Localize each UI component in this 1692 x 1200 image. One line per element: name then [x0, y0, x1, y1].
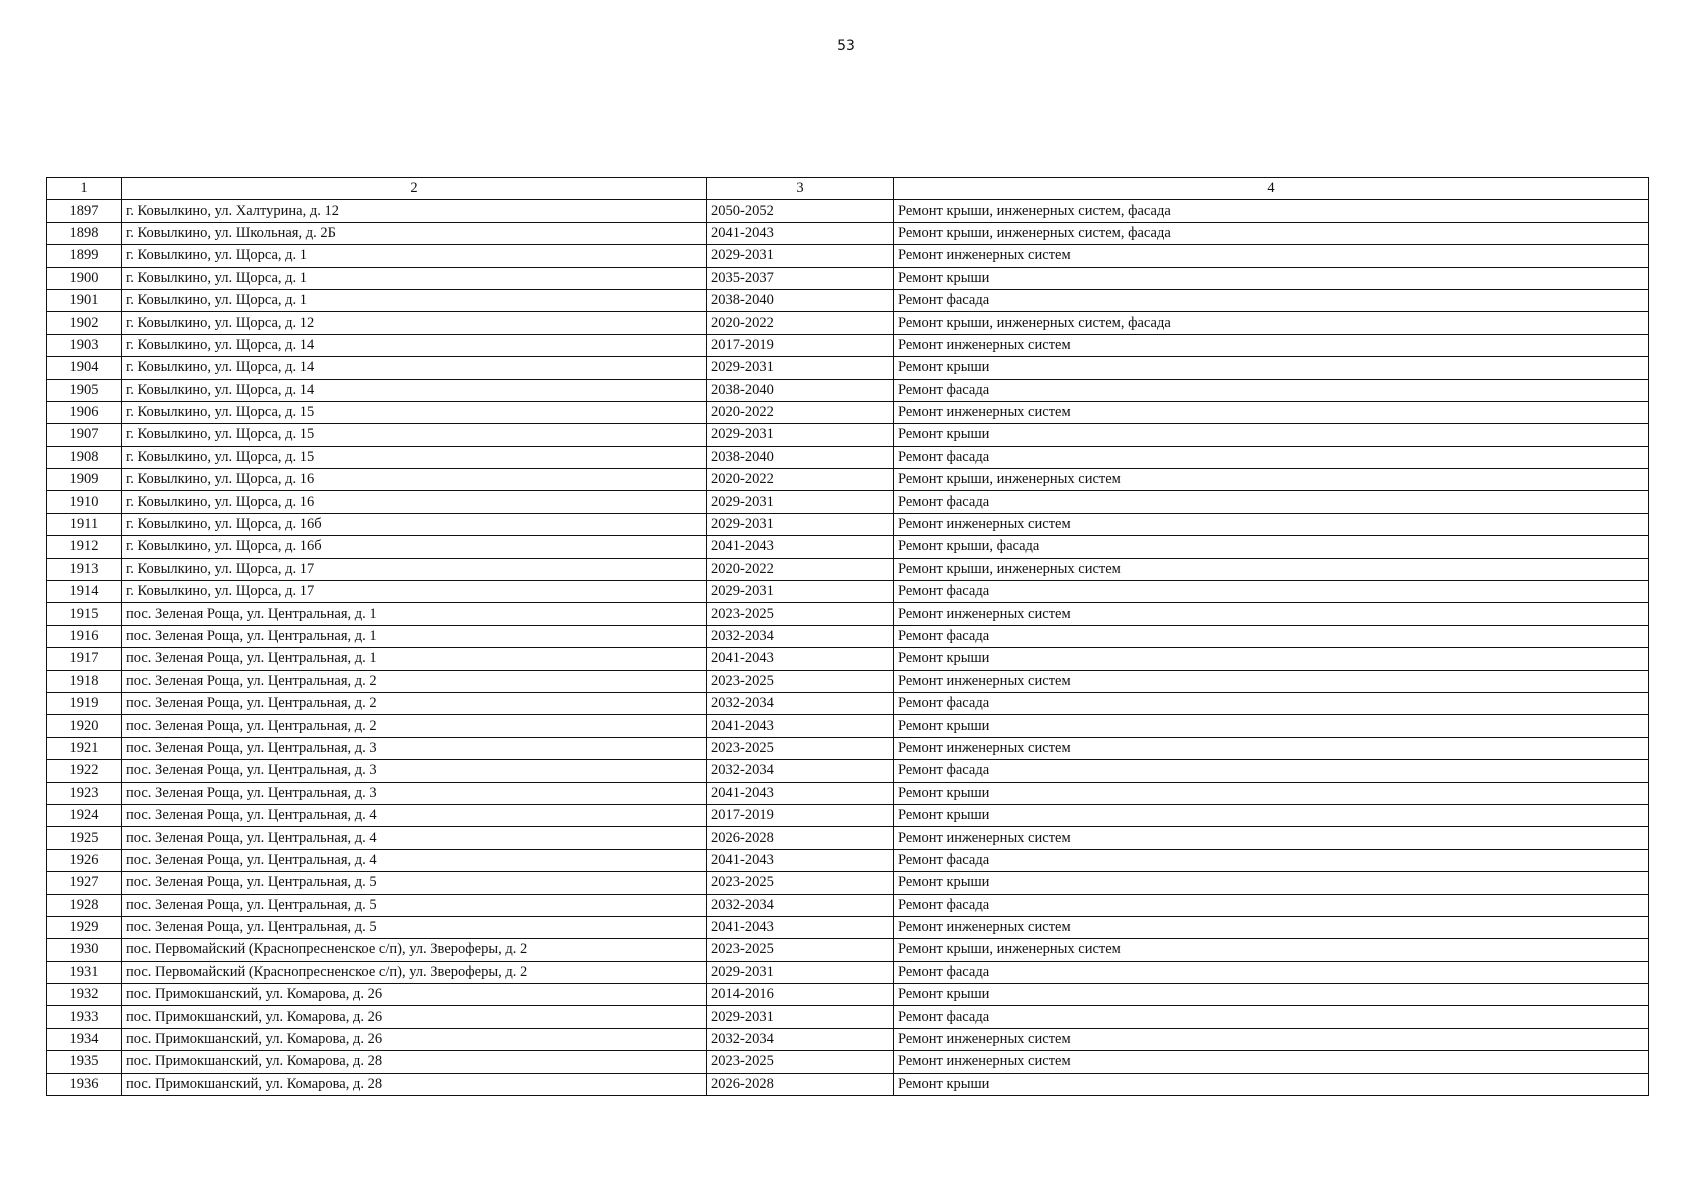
period-cell: 2041-2043 — [707, 782, 894, 804]
row-number-cell: 1914 — [47, 581, 122, 603]
table-row — [47, 961, 1649, 983]
table-row — [47, 1006, 1649, 1028]
period-cell: 2032-2034 — [707, 692, 894, 714]
period-cell: 2020-2022 — [707, 469, 894, 491]
row-number-cell: 1907 — [47, 424, 122, 446]
table-row — [47, 894, 1649, 916]
row-number-cell: 1904 — [47, 357, 122, 379]
row-number-cell: 1920 — [47, 715, 122, 737]
work-type-cell: Ремонт фасада — [894, 446, 1649, 468]
period-cell: 2023-2025 — [707, 603, 894, 625]
period-cell: 2032-2034 — [707, 1028, 894, 1050]
table-row — [47, 469, 1649, 491]
table-row — [47, 939, 1649, 961]
period-cell: 2029-2031 — [707, 513, 894, 535]
table-row — [47, 1051, 1649, 1073]
work-type-cell: Ремонт фасада — [894, 760, 1649, 782]
work-type-cell: Ремонт крыши, фасада — [894, 536, 1649, 558]
address-cell: г. Ковылкино, ул. Халтурина, д. 12 — [122, 200, 707, 222]
work-type-cell: Ремонт крыши, инженерных систем, фасада — [894, 222, 1649, 244]
table-row — [47, 782, 1649, 804]
row-number-cell: 1921 — [47, 737, 122, 759]
row-number-cell: 1933 — [47, 1006, 122, 1028]
work-type-cell: Ремонт крыши — [894, 984, 1649, 1006]
work-type-cell: Ремонт крыши — [894, 357, 1649, 379]
column-header-3: 3 — [707, 178, 894, 200]
work-type-cell: Ремонт инженерных систем — [894, 401, 1649, 423]
period-cell: 2026-2028 — [707, 1073, 894, 1095]
repair-schedule-table — [46, 177, 1649, 1096]
work-type-cell: Ремонт фасада — [894, 289, 1649, 311]
period-cell: 2029-2031 — [707, 357, 894, 379]
period-cell: 2014-2016 — [707, 984, 894, 1006]
work-type-cell: Ремонт инженерных систем — [894, 603, 1649, 625]
period-cell: 2041-2043 — [707, 222, 894, 244]
work-type-cell: Ремонт инженерных систем — [894, 334, 1649, 356]
address-cell: г. Ковылкино, ул. Щорса, д. 15 — [122, 446, 707, 468]
address-cell: пос. Зеленая Роща, ул. Центральная, д. 3 — [122, 760, 707, 782]
address-cell: г. Ковылкино, ул. Щорса, д. 17 — [122, 581, 707, 603]
address-cell: г. Ковылкино, ул. Щорса, д. 16б — [122, 536, 707, 558]
period-cell: 2032-2034 — [707, 894, 894, 916]
period-cell: 2017-2019 — [707, 334, 894, 356]
work-type-cell: Ремонт инженерных систем — [894, 737, 1649, 759]
work-type-cell: Ремонт инженерных систем — [894, 1051, 1649, 1073]
table-row — [47, 379, 1649, 401]
period-cell: 2020-2022 — [707, 558, 894, 580]
row-number-cell: 1908 — [47, 446, 122, 468]
table-row — [47, 245, 1649, 267]
table-row — [47, 334, 1649, 356]
table-row — [47, 625, 1649, 647]
address-cell: г. Ковылкино, ул. Щорса, д. 14 — [122, 334, 707, 356]
address-cell: пос. Зеленая Роща, ул. Центральная, д. 4 — [122, 849, 707, 871]
table-row — [47, 849, 1649, 871]
work-type-cell: Ремонт крыши, инженерных систем, фасада — [894, 312, 1649, 334]
work-type-cell: Ремонт фасада — [894, 1006, 1649, 1028]
row-number-cell: 1919 — [47, 692, 122, 714]
work-type-cell: Ремонт крыши, инженерных систем, фасада — [894, 200, 1649, 222]
table-row — [47, 737, 1649, 759]
address-cell: пос. Зеленая Роща, ул. Центральная, д. 4 — [122, 827, 707, 849]
period-cell: 2029-2031 — [707, 491, 894, 513]
period-cell: 2050-2052 — [707, 200, 894, 222]
row-number-cell: 1922 — [47, 760, 122, 782]
row-number-cell: 1898 — [47, 222, 122, 244]
address-cell: г. Ковылкино, ул. Щорса, д. 14 — [122, 357, 707, 379]
address-cell: пос. Зеленая Роща, ул. Центральная, д. 1 — [122, 648, 707, 670]
work-type-cell: Ремонт инженерных систем — [894, 1028, 1649, 1050]
row-number-cell: 1909 — [47, 469, 122, 491]
row-number-cell: 1903 — [47, 334, 122, 356]
row-number-cell: 1902 — [47, 312, 122, 334]
address-cell: г. Ковылкино, ул. Щорса, д. 16 — [122, 491, 707, 513]
work-type-cell: Ремонт крыши — [894, 424, 1649, 446]
address-cell: пос. Первомайский (Краснопресненское с/п), ул. Звероферы, д. 2 — [122, 961, 707, 983]
period-cell: 2029-2031 — [707, 581, 894, 603]
work-type-cell: Ремонт крыши — [894, 648, 1649, 670]
period-cell: 2038-2040 — [707, 379, 894, 401]
address-cell: пос. Первомайский (Краснопресненское с/п), ул. Звероферы, д. 2 — [122, 939, 707, 961]
work-type-cell: Ремонт инженерных систем — [894, 670, 1649, 692]
row-number-cell: 1923 — [47, 782, 122, 804]
table-row — [47, 984, 1649, 1006]
address-cell: пос. Зеленая Роща, ул. Центральная, д. 1 — [122, 625, 707, 647]
period-cell: 2023-2025 — [707, 872, 894, 894]
table-row — [47, 491, 1649, 513]
table-row — [47, 200, 1649, 222]
work-type-cell: Ремонт фасада — [894, 692, 1649, 714]
table-row — [47, 670, 1649, 692]
address-cell: пос. Зеленая Роща, ул. Центральная, д. 5 — [122, 916, 707, 938]
row-number-cell: 1900 — [47, 267, 122, 289]
address-cell: пос. Примокшанский, ул. Комарова, д. 26 — [122, 1006, 707, 1028]
table-row — [47, 760, 1649, 782]
table-row — [47, 513, 1649, 535]
table-row — [47, 827, 1649, 849]
table-row — [47, 558, 1649, 580]
work-type-cell: Ремонт крыши, инженерных систем — [894, 558, 1649, 580]
table-row — [47, 603, 1649, 625]
address-cell: пос. Зеленая Роща, ул. Центральная, д. 2 — [122, 670, 707, 692]
address-cell: г. Ковылкино, ул. Щорса, д. 15 — [122, 424, 707, 446]
row-number-cell: 1905 — [47, 379, 122, 401]
table-row — [47, 401, 1649, 423]
table-row — [47, 1073, 1649, 1095]
table-row — [47, 312, 1649, 334]
period-cell: 2020-2022 — [707, 312, 894, 334]
row-number-cell: 1906 — [47, 401, 122, 423]
column-header-4: 4 — [894, 178, 1649, 200]
row-number-cell: 1915 — [47, 603, 122, 625]
row-number-cell: 1910 — [47, 491, 122, 513]
address-cell: г. Ковылкино, ул. Щорса, д. 15 — [122, 401, 707, 423]
row-number-cell: 1917 — [47, 648, 122, 670]
row-number-cell: 1930 — [47, 939, 122, 961]
row-number-cell: 1924 — [47, 804, 122, 826]
period-cell: 2029-2031 — [707, 424, 894, 446]
table-row — [47, 1028, 1649, 1050]
period-cell: 2029-2031 — [707, 245, 894, 267]
address-cell: г. Ковылкино, ул. Школьная, д. 2Б — [122, 222, 707, 244]
address-cell: пос. Примокшанский, ул. Комарова, д. 28 — [122, 1073, 707, 1095]
address-cell: пос. Примокшанский, ул. Комарова, д. 26 — [122, 1028, 707, 1050]
row-number-cell: 1925 — [47, 827, 122, 849]
period-cell: 2026-2028 — [707, 827, 894, 849]
period-cell: 2023-2025 — [707, 939, 894, 961]
address-cell: пос. Примокшанский, ул. Комарова, д. 26 — [122, 984, 707, 1006]
table-header — [47, 178, 1649, 200]
address-cell: пос. Зеленая Роща, ул. Центральная, д. 4 — [122, 804, 707, 826]
work-type-cell: Ремонт инженерных систем — [894, 245, 1649, 267]
row-number-cell: 1935 — [47, 1051, 122, 1073]
row-number-cell: 1918 — [47, 670, 122, 692]
work-type-cell: Ремонт фасада — [894, 491, 1649, 513]
row-number-cell: 1936 — [47, 1073, 122, 1095]
period-cell: 2041-2043 — [707, 715, 894, 737]
table-row — [47, 648, 1649, 670]
period-cell: 2023-2025 — [707, 670, 894, 692]
address-cell: г. Ковылкино, ул. Щорса, д. 16 — [122, 469, 707, 491]
address-cell: г. Ковылкино, ул. Щорса, д. 16б — [122, 513, 707, 535]
work-type-cell: Ремонт крыши — [894, 715, 1649, 737]
work-type-cell: Ремонт крыши — [894, 872, 1649, 894]
period-cell: 2017-2019 — [707, 804, 894, 826]
work-type-cell: Ремонт инженерных систем — [894, 916, 1649, 938]
page-number: 53 — [837, 38, 855, 54]
table-row — [47, 916, 1649, 938]
row-number-cell: 1926 — [47, 849, 122, 871]
period-cell: 2041-2043 — [707, 648, 894, 670]
table-row — [47, 222, 1649, 244]
address-cell: пос. Примокшанский, ул. Комарова, д. 28 — [122, 1051, 707, 1073]
work-type-cell: Ремонт инженерных систем — [894, 513, 1649, 535]
period-cell: 2041-2043 — [707, 849, 894, 871]
table-row — [47, 267, 1649, 289]
row-number-cell: 1916 — [47, 625, 122, 647]
work-type-cell: Ремонт фасада — [894, 625, 1649, 647]
row-number-cell: 1934 — [47, 1028, 122, 1050]
work-type-cell: Ремонт крыши — [894, 267, 1649, 289]
work-type-cell: Ремонт крыши — [894, 782, 1649, 804]
address-cell: пос. Зеленая Роща, ул. Центральная, д. 5 — [122, 872, 707, 894]
address-cell: пос. Зеленая Роща, ул. Центральная, д. 3 — [122, 782, 707, 804]
table-row — [47, 872, 1649, 894]
address-cell: г. Ковылкино, ул. Щорса, д. 1 — [122, 289, 707, 311]
row-number-cell: 1913 — [47, 558, 122, 580]
column-header-2: 2 — [122, 178, 707, 200]
work-type-cell: Ремонт инженерных систем — [894, 827, 1649, 849]
period-cell: 2023-2025 — [707, 1051, 894, 1073]
period-cell: 2041-2043 — [707, 536, 894, 558]
period-cell: 2041-2043 — [707, 916, 894, 938]
row-number-cell: 1897 — [47, 200, 122, 222]
work-type-cell: Ремонт крыши, инженерных систем — [894, 469, 1649, 491]
column-header-1: 1 — [47, 178, 122, 200]
address-cell: г. Ковылкино, ул. Щорса, д. 14 — [122, 379, 707, 401]
address-cell: пос. Зеленая Роща, ул. Центральная, д. 1 — [122, 603, 707, 625]
row-number-cell: 1927 — [47, 872, 122, 894]
work-type-cell: Ремонт фасада — [894, 379, 1649, 401]
table-row — [47, 289, 1649, 311]
address-cell: пос. Зеленая Роща, ул. Центральная, д. 5 — [122, 894, 707, 916]
work-type-cell: Ремонт фасада — [894, 849, 1649, 871]
period-cell: 2032-2034 — [707, 625, 894, 647]
address-cell: г. Ковылкино, ул. Щорса, д. 12 — [122, 312, 707, 334]
period-cell: 2038-2040 — [707, 446, 894, 468]
work-type-cell: Ремонт крыши — [894, 804, 1649, 826]
period-cell: 2023-2025 — [707, 737, 894, 759]
table-row — [47, 536, 1649, 558]
table-row — [47, 446, 1649, 468]
address-cell: пос. Зеленая Роща, ул. Центральная, д. 3 — [122, 737, 707, 759]
row-number-cell: 1929 — [47, 916, 122, 938]
row-number-cell: 1928 — [47, 894, 122, 916]
address-cell: пос. Зеленая Роща, ул. Центральная, д. 2 — [122, 692, 707, 714]
work-type-cell: Ремонт крыши, инженерных систем — [894, 939, 1649, 961]
address-cell: г. Ковылкино, ул. Щорса, д. 17 — [122, 558, 707, 580]
header-row — [47, 178, 1649, 200]
period-cell: 2020-2022 — [707, 401, 894, 423]
table-row — [47, 424, 1649, 446]
period-cell: 2032-2034 — [707, 760, 894, 782]
period-cell: 2029-2031 — [707, 961, 894, 983]
row-number-cell: 1911 — [47, 513, 122, 535]
address-cell: г. Ковылкино, ул. Щорса, д. 1 — [122, 267, 707, 289]
period-cell: 2038-2040 — [707, 289, 894, 311]
row-number-cell: 1931 — [47, 961, 122, 983]
table-row — [47, 692, 1649, 714]
work-type-cell: Ремонт фасада — [894, 961, 1649, 983]
address-cell: пос. Зеленая Роща, ул. Центральная, д. 2 — [122, 715, 707, 737]
period-cell: 2035-2037 — [707, 267, 894, 289]
row-number-cell: 1901 — [47, 289, 122, 311]
table-row — [47, 715, 1649, 737]
table-row — [47, 357, 1649, 379]
work-type-cell: Ремонт фасада — [894, 581, 1649, 603]
row-number-cell: 1912 — [47, 536, 122, 558]
work-type-cell: Ремонт крыши — [894, 1073, 1649, 1095]
row-number-cell: 1932 — [47, 984, 122, 1006]
row-number-cell: 1899 — [47, 245, 122, 267]
period-cell: 2029-2031 — [707, 1006, 894, 1028]
table-row — [47, 581, 1649, 603]
table-body — [47, 200, 1649, 1096]
table-row — [47, 804, 1649, 826]
work-type-cell: Ремонт фасада — [894, 894, 1649, 916]
address-cell: г. Ковылкино, ул. Щорса, д. 1 — [122, 245, 707, 267]
